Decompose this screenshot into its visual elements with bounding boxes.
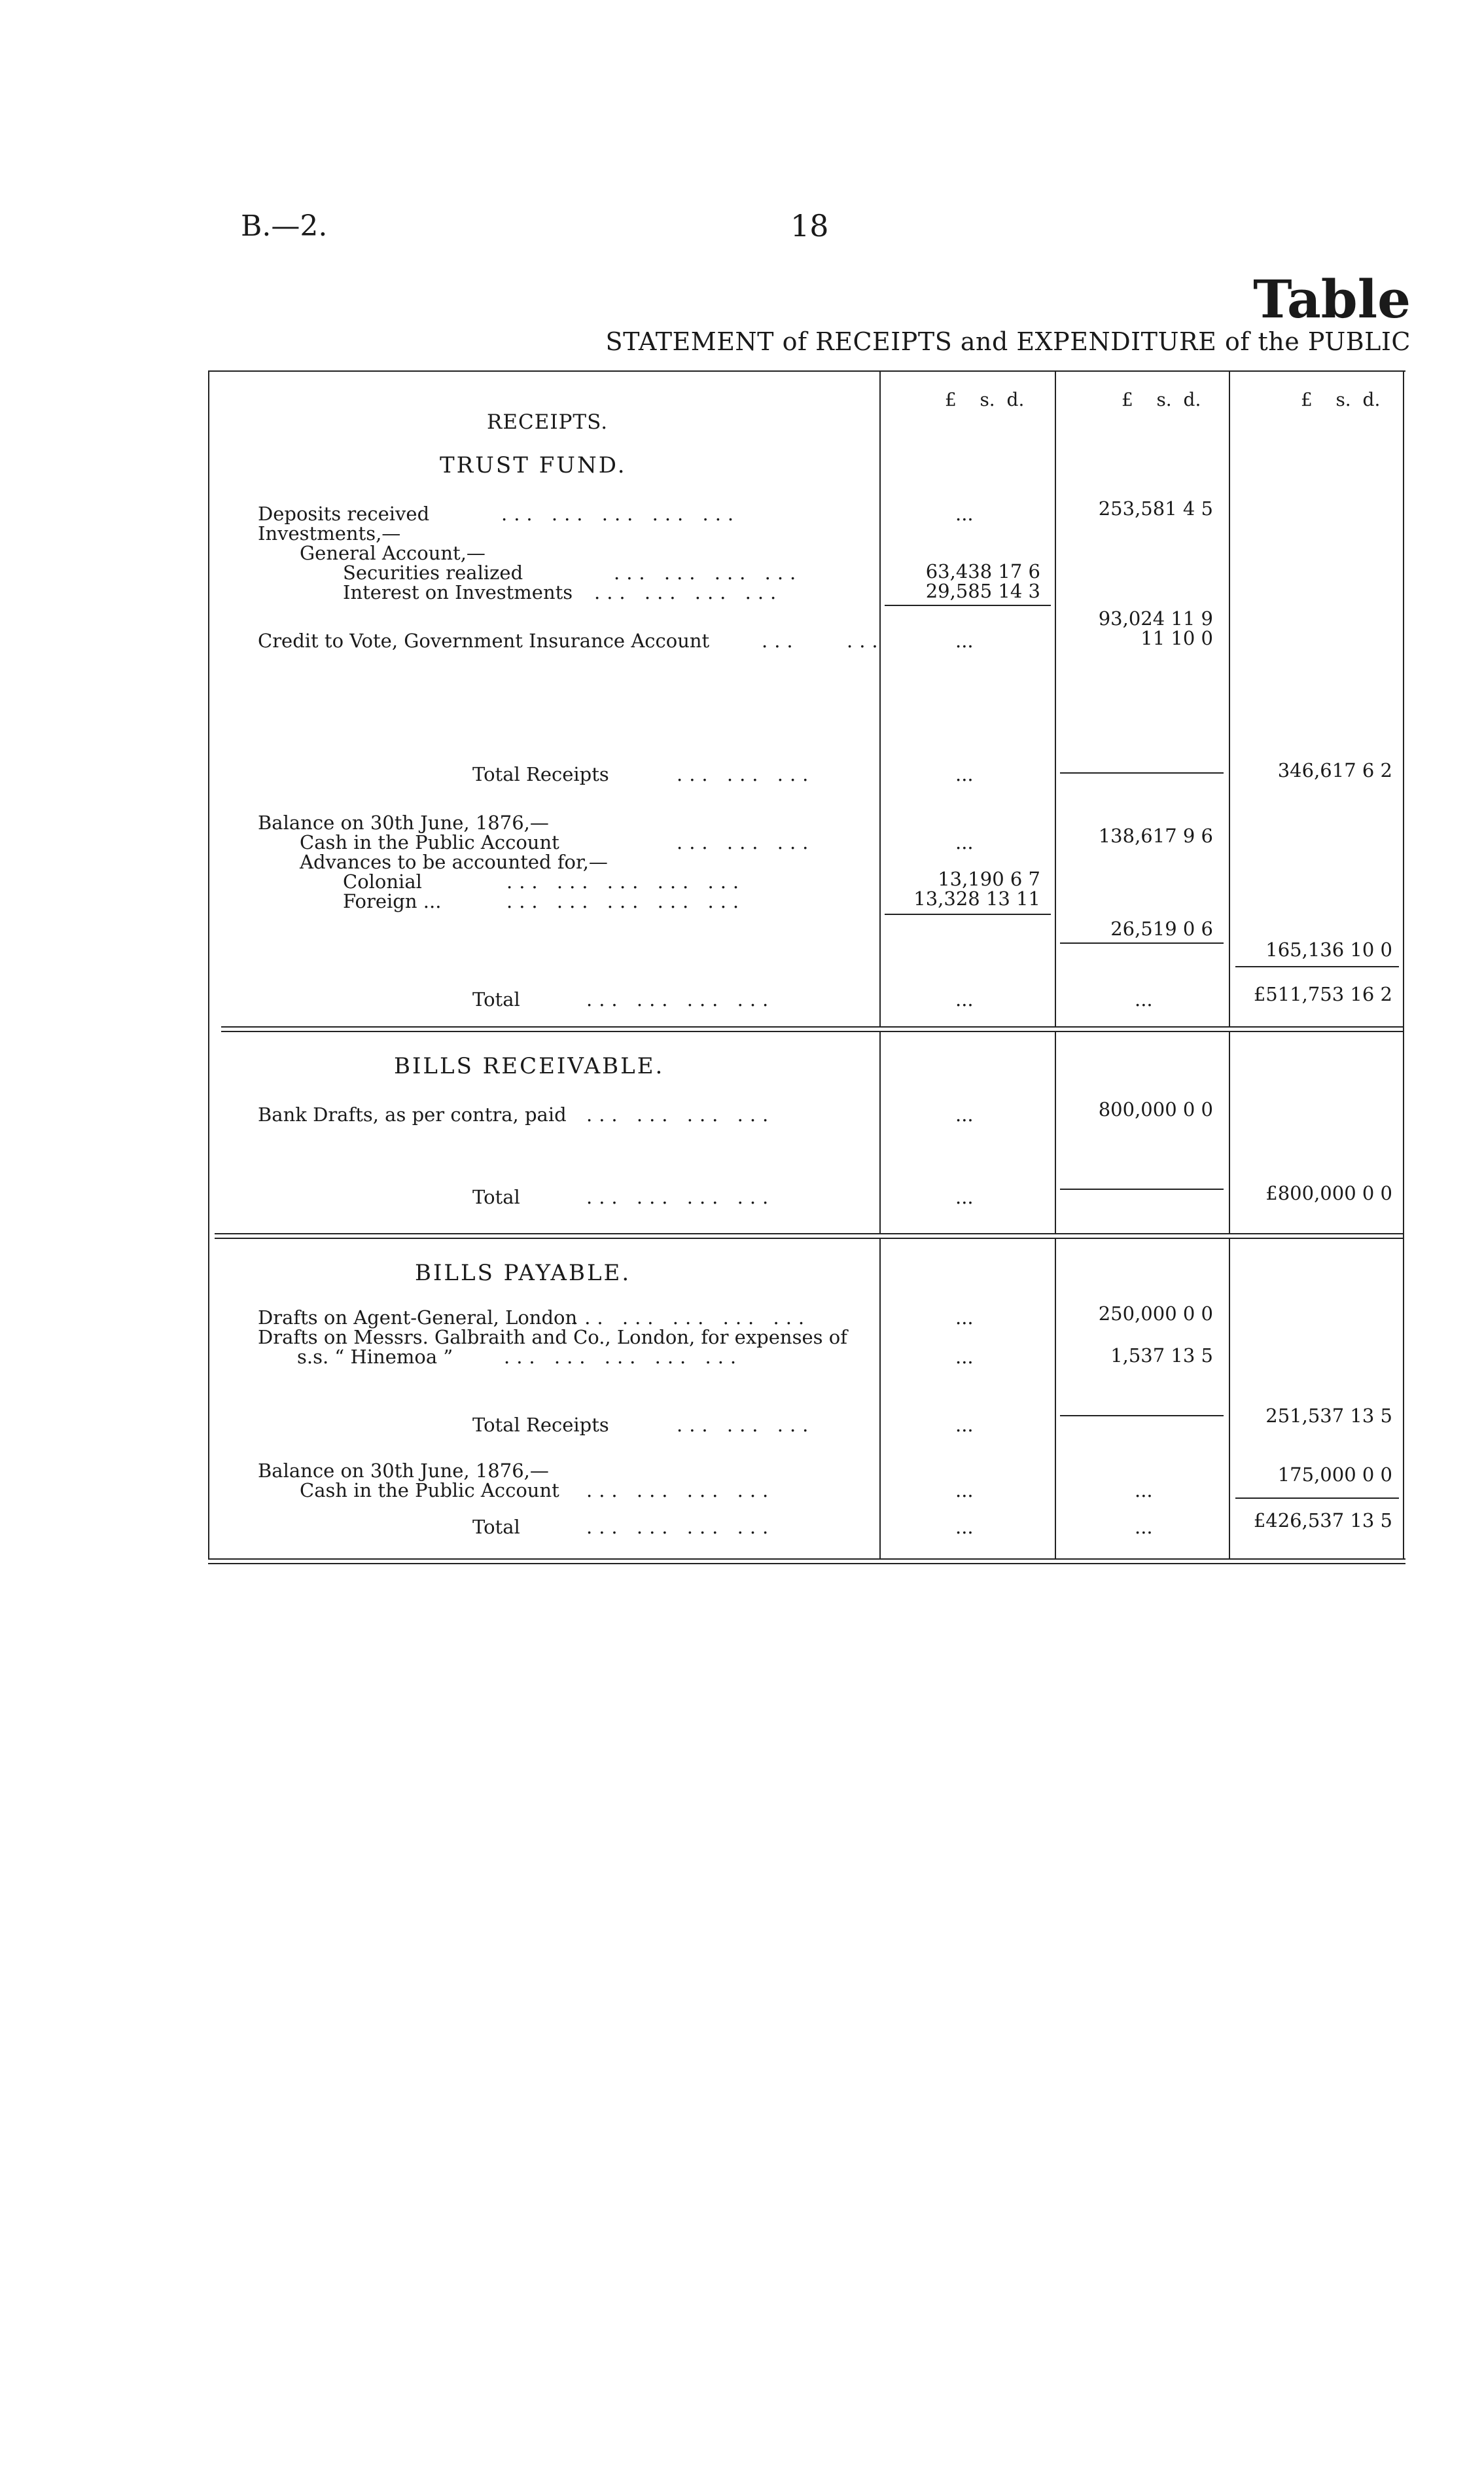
cash-label: Cash in the Public Account <box>300 831 559 853</box>
total-receipts-col3: 346,617 6 2 <box>1277 759 1392 781</box>
interest-col1: 29,585 14 3 <box>925 580 1040 602</box>
deposits-label: Deposits received <box>258 503 430 525</box>
advances-col2: 26,519 0 6 <box>1110 918 1213 940</box>
subtotal-rule <box>885 605 1051 606</box>
colonial-label: Colonial <box>343 870 422 893</box>
securities-col1: 63,438 17 6 <box>925 560 1040 583</box>
bills-payable-cash-col3: 175,000 0 0 <box>1277 1463 1392 1486</box>
col1-dots: ... <box>955 1414 974 1436</box>
column-divider-1 <box>879 370 881 1558</box>
total-label: Total <box>472 988 520 1011</box>
foreign-label: Foreign ... <box>343 890 442 912</box>
col1-units: £ s. d. <box>945 389 1025 410</box>
leader-dots: ... ... ... ... ... <box>572 1306 811 1329</box>
leader-dots: ... <box>847 630 885 652</box>
leader-dots: ... ... ... ... <box>586 1186 775 1208</box>
bank-drafts-label: Bank Drafts, as per contra, paid <box>258 1103 567 1126</box>
col1-dots: ... <box>955 1103 974 1126</box>
leader-dots: ... ... ... ... <box>614 562 803 584</box>
leader-dots: ... ... ... <box>677 831 815 853</box>
interest-label: Interest on Investments <box>343 581 573 603</box>
leader-dots: ... ... ... ... <box>594 581 783 603</box>
col1-dots: ... <box>955 1306 974 1329</box>
foreign-col1: 13,328 13 11 <box>913 887 1040 910</box>
table-top-border <box>208 370 1405 372</box>
subtotal-rule <box>1235 966 1399 967</box>
subtotal-rule <box>1235 1497 1399 1499</box>
document-reference: B.—2. <box>241 209 328 243</box>
total-receipts-label: Total Receipts <box>472 763 609 785</box>
column-divider-3 <box>1229 370 1230 1558</box>
leader-dots: ... ... ... <box>677 763 815 785</box>
bills-receivable-total-col3: £800,000 0 0 <box>1265 1182 1392 1204</box>
accounts-table <box>208 370 1405 1558</box>
col1-dots: ... <box>955 831 974 853</box>
cash-label: Cash in the Public Account <box>300 1479 559 1501</box>
table-left-border <box>208 370 209 1558</box>
col1-dots: ... <box>955 630 974 652</box>
total-receipts-label: Total Receipts <box>472 1414 609 1436</box>
table-right-border <box>1403 370 1404 1558</box>
leader-dots: ... ... ... ... ... <box>501 503 741 525</box>
bills-payable-receipts-col3: 251,537 13 5 <box>1265 1405 1392 1427</box>
statement-heading: STATEMENT of RECEIPTS and EXPENDITURE of the PUBLIC <box>605 327 1411 356</box>
receipts-label: RECEIPTS. <box>487 410 609 434</box>
balance-label: Balance on 30th June, 1876,— <box>258 812 549 834</box>
trust-fund-heading: TRUST FUND. <box>440 452 627 478</box>
bills-payable-heading: BILLS PAYABLE. <box>415 1260 631 1286</box>
advances-label: Advances to be accounted for,— <box>300 851 608 873</box>
col1-dots: ... <box>955 1516 974 1538</box>
deposits-col2: 253,581 4 5 <box>1098 497 1213 520</box>
section-separator-1 <box>221 1026 1403 1032</box>
bank-drafts-col2: 800,000 0 0 <box>1098 1098 1213 1120</box>
galbraith-col2: 1,537 13 5 <box>1110 1344 1213 1367</box>
col1-dots: ... <box>955 503 974 525</box>
subtotal-rule <box>1060 1189 1224 1190</box>
page-title: Table <box>1253 268 1411 330</box>
leader-dots: ... ... ... <box>677 1414 815 1436</box>
galbraith-label: Drafts on Messrs. Galbraith and Co., London, for expenses of <box>258 1326 847 1348</box>
balance-col3: 165,136 10 0 <box>1265 939 1392 961</box>
col1-dots: ... <box>955 1346 974 1368</box>
bills-receivable-heading: BILLS RECEIVABLE. <box>394 1053 665 1079</box>
col2-dots: ... <box>1135 1516 1153 1538</box>
investments-col2: 93,024 11 9 <box>1098 607 1213 630</box>
subtotal-rule <box>885 914 1051 915</box>
leader-dots: ... ... ... ... ... <box>506 870 746 893</box>
agent-general-label: Drafts on Agent-General, London <box>258 1306 578 1329</box>
col1-dots: ... <box>955 988 974 1011</box>
balance-label: Balance on 30th June, 1876,— <box>258 1460 549 1482</box>
credit-col2: 11 10 0 <box>1140 627 1213 649</box>
total-label: Total <box>472 1186 520 1208</box>
col3-units: £ s. d. <box>1301 389 1381 410</box>
agent-general-col2: 250,000 0 0 <box>1098 1302 1213 1325</box>
leader-dots: ... ... ... ... <box>586 1103 775 1126</box>
col1-dots: ... <box>955 1479 974 1501</box>
section-separator-2 <box>215 1233 1403 1239</box>
leader-dots: ... ... ... ... ... <box>504 1346 743 1368</box>
hinemoa-label: s.s. “ Hinemoa ” <box>297 1346 453 1368</box>
subtotal-rule <box>1060 772 1224 774</box>
leader-dots: ... ... ... ... ... <box>506 890 746 912</box>
bills-payable-total-col3: £426,537 13 5 <box>1253 1509 1392 1532</box>
credit-label: Credit to Vote, Government Insurance Account <box>258 630 710 652</box>
colonial-col1: 13,190 6 7 <box>938 868 1040 890</box>
leader-dots: ... ... ... ... <box>586 1516 775 1538</box>
cash-col2: 138,617 9 6 <box>1098 825 1213 847</box>
column-divider-2 <box>1055 370 1056 1558</box>
general-account-label: General Account,— <box>300 542 486 564</box>
subtotal-rule <box>1060 1415 1224 1416</box>
total-label: Total <box>472 1516 520 1538</box>
col1-dots: ... <box>955 763 974 785</box>
table-bottom-border <box>208 1558 1405 1564</box>
securities-label: Securities realized <box>343 562 523 584</box>
leader-dots: ... ... ... ... <box>586 1479 775 1501</box>
col2-units: £ s. d. <box>1122 389 1201 410</box>
trust-total-col3: £511,753 16 2 <box>1253 983 1392 1005</box>
leader-dots: ... <box>762 630 800 652</box>
col2-dots: ... <box>1135 1479 1153 1501</box>
investments-label: Investments,— <box>258 522 401 545</box>
leader-dots: ... ... ... ... <box>586 988 775 1011</box>
col1-dots: ... <box>955 1186 974 1208</box>
page-number: 18 <box>790 208 829 243</box>
col2-dots: ... <box>1135 988 1153 1011</box>
subtotal-rule <box>1060 942 1224 944</box>
